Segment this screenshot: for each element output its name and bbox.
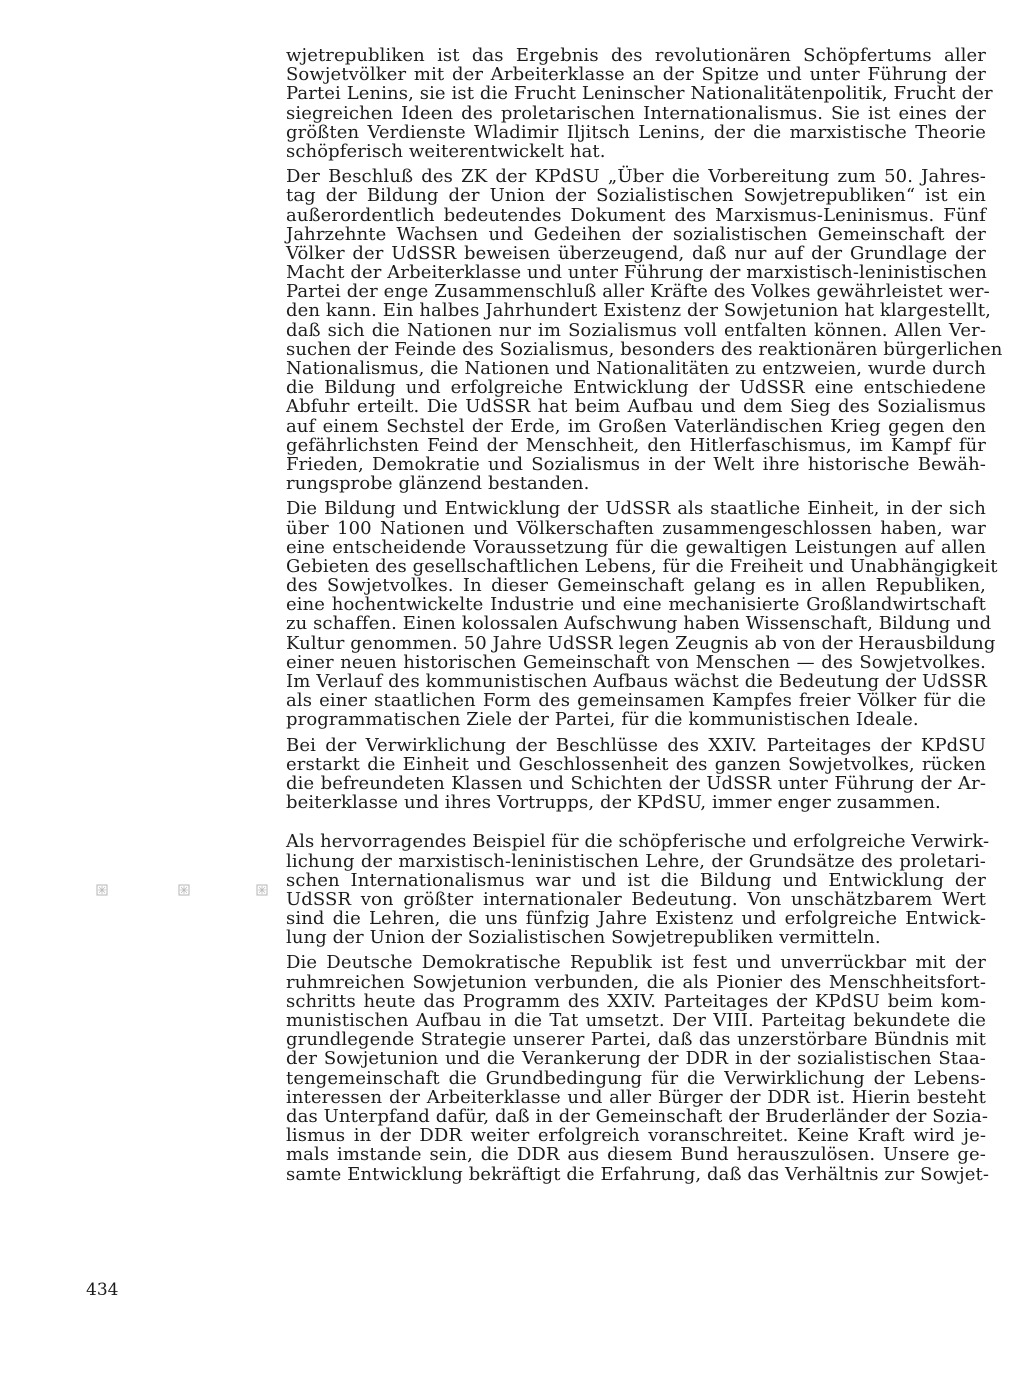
text-line: programmatischen Ziele der Partei, für die kommunistischen Ideale. — [286, 709, 919, 731]
text-line: gefährlichsten Feind der Menschheit, den Hitlerfaschismus, im Kampf für — [286, 434, 986, 456]
text-line: samte Entwicklung bekräftigt die Erfahrung, daß das Verhältnis zur Sowjet- — [286, 1163, 990, 1185]
text-line: Bei der Verwirklichung der Beschlüsse des XXIV. Parteitages der KPdSU — [286, 734, 986, 756]
text-line: mals imstande sein, die DDR aus diesem Bund herauszulösen. Unsere ge- — [286, 1144, 986, 1166]
paragraph — [286, 952, 990, 1185]
text-line: außerordentlich bedeutendes Dokument des Marxismus-Leninismus. Fünf — [286, 204, 986, 226]
text-line: als einer staatlichen Form des gemeinsamen Kampfes freier Völker für die — [286, 690, 986, 712]
text-line: schen Internationalismus war und ist die Bildung und Entwicklung der — [286, 869, 986, 891]
text-line: sind die Lehren, die uns fünfzig Jahre Existenz und erfolgreiche Entwick- — [286, 908, 986, 930]
body-text — [286, 45, 1003, 1190]
text-line: erstarkt die Einheit und Geschlossenheit des ganzen Sowjetvolkes, rücken — [286, 753, 986, 775]
text-line: einer neuen historischen Gemeinschaft von Menschen — des Sowjetvolkes. — [286, 651, 986, 673]
text-line: UdSSR von größter internationaler Bedeutung. Von unschätzbarem Wert — [286, 888, 986, 910]
text-line: Partei der enge Zusammenschluß aller Kräfte des Volkes gewährleistet wer- — [286, 281, 990, 303]
text-line: Macht der Arbeiterklasse und unter Führung der marxistisch-leninistischen — [286, 262, 987, 284]
text-line: tag der Bildung der Union der Sozialistischen Sowjetrepubliken“ ist ein — [286, 185, 986, 207]
paragraph — [286, 166, 1003, 495]
text-line: zu schaffen. Einen kolossalen Aufschwung haben Wissenschaft, Bildung und — [286, 613, 992, 635]
text-line: rungsprobe glänzend bestanden. — [286, 473, 590, 495]
text-line: Die Deutsche Demokratische Republik ist fest und unverrückbar mit der — [286, 952, 986, 974]
text-line: Jahrzehnte Wachsen und Gedeihen der sozialistischen Gemeinschaft der — [286, 223, 986, 245]
text-line: des Sowjetvolkes. In dieser Gemeinschaft gelang es in allen Republiken, — [286, 575, 986, 597]
text-line: die befreundeten Klassen und Schichten der UdSSR unter Führung der Ar- — [286, 772, 986, 794]
text-line: beiterklasse und ihres Vortrupps, der KPdSU, immer enger zusammen. — [286, 792, 941, 814]
text-line: suchen der Feinde des Sozialismus, besonders des reaktionären bürgerlichen — [286, 338, 1003, 360]
text-line: die Bildung und erfolgreiche Entwicklung der UdSSR eine entschiedene — [286, 377, 986, 399]
text-line: Im Verlauf des kommunistischen Aufbaus wächst die Bedeutung der UdSSR — [286, 671, 988, 692]
page-number: 434 — [86, 1280, 119, 1300]
text-line: den kann. Ein halbes Jahrhundert Existenz der Sowjetunion hat klargestellt, — [286, 300, 991, 322]
text-line: schritts heute das Programm des XXIV. Parteitages der KPdSU beim kom- — [286, 990, 986, 1012]
text-line: größten Verdienste Wladimir Iljitsch Lenins, der die marxistische Theorie — [286, 121, 986, 143]
separator-ornament-icon — [96, 884, 108, 896]
section-gap — [286, 818, 986, 832]
text-line: der Sowjetunion und die Verankerung der DDR in der sozialistischen Staa- — [286, 1048, 986, 1070]
text-line: Frieden, Demokratie und Sozialismus in der Welt ihre historische Bewäh- — [286, 453, 986, 475]
text-line: ruhmreichen Sowjetunion verbunden, die als Pionier des Menschheitsfort- — [286, 971, 986, 993]
section-separator — [96, 884, 276, 900]
text-line: Die Bildung und Entwicklung der UdSSR als staatliche Einheit, in der sich — [286, 498, 986, 520]
text-line: Partei Lenins, sie ist die Frucht Leninscher Nationalitätenpolitik, Frucht der — [286, 83, 993, 105]
text-line: interessen der Arbeiterklasse und aller Bürger der DDR ist. Hierin besteht — [286, 1086, 986, 1108]
text-line: lung der Union der Sozialistischen Sowjetrepubliken vermitteln. — [286, 927, 881, 949]
paragraph — [286, 736, 986, 813]
text-line: munistischen Aufbau in die Tat umsetzt. Der VIII. Parteitag bekundete die — [286, 1010, 986, 1031]
text-line: lichung der marxistisch-leninistischen Lehre, der Grundsätze des proletari- — [286, 850, 986, 872]
text-line: siegreichen Ideen des proletarischen Internationalismus. Sie ist eines der — [286, 102, 986, 124]
text-line: Abfuhr erteilt. Die UdSSR hat beim Aufbau und dem Sieg des Sozialismus — [286, 396, 986, 418]
text-line: Der Beschluß des ZK der KPdSU „Über die Vorbereitung zum 50. Jahres- — [286, 166, 986, 188]
text-line: Gebieten des gesellschaftlichen Lebens, für die Freiheit und Unabhängigkeit — [286, 555, 998, 577]
text-line: lismus in der DDR weiter erfolgreich voranschreitet. Keine Kraft wird je- — [286, 1125, 986, 1147]
text-line: das Unterpfand dafür, daß in der Gemeinschaft der Bruderländer der Sozia- — [286, 1105, 989, 1127]
text-line: schöpferisch weiterentwickelt hat. — [286, 140, 606, 162]
separator-ornament-icon — [256, 884, 268, 896]
text-line: Als hervorragendes Beispiel für die schöpferische und erfolgreiche Verwirk- — [286, 831, 990, 853]
text-line: grundlegende Strategie unserer Partei, daß das unzerstörbare Bündnis mit — [286, 1029, 986, 1051]
separator-ornament-icon — [178, 884, 190, 896]
text-line: eine hochentwickelte Industrie und eine mechanisierte Großlandwirtschaft — [286, 594, 986, 616]
paragraph — [286, 831, 990, 949]
text-line: über 100 Nationen und Völkerschaften zusammengeschlossen haben, war — [286, 517, 986, 539]
text-line: Kultur genommen. 50 Jahre UdSSR legen Zeugnis ab von der Herausbildung — [286, 632, 996, 654]
paragraph — [286, 498, 998, 731]
text-line: Nationalismus, die Nationen und Nationalitäten zu entzweien, wurde durch — [286, 358, 986, 379]
text-line: tengemeinschaft die Grundbedingung für die Verwirklichung der Lebens- — [286, 1067, 986, 1089]
text-line: wjetrepubliken ist das Ergebnis des revolutionären Schöpfertums aller — [286, 45, 986, 66]
text-line: eine entscheidende Voraussetzung für die gewaltigen Leistungen auf allen — [286, 536, 986, 558]
text-line: Sowjetvölker mit der Arbeiterklasse an der Spitze und unter Führung der — [286, 64, 986, 86]
text-line: Völker der UdSSR beweisen überzeugend, daß nur auf der Grundlage der — [286, 242, 986, 264]
paragraph — [286, 45, 993, 162]
text-line: auf einem Sechstel der Erde, im Großen Vaterländischen Krieg gegen den — [286, 415, 986, 437]
text-line: daß sich die Nationen nur im Sozialismus voll entfalten können. Allen Ver- — [286, 319, 986, 341]
